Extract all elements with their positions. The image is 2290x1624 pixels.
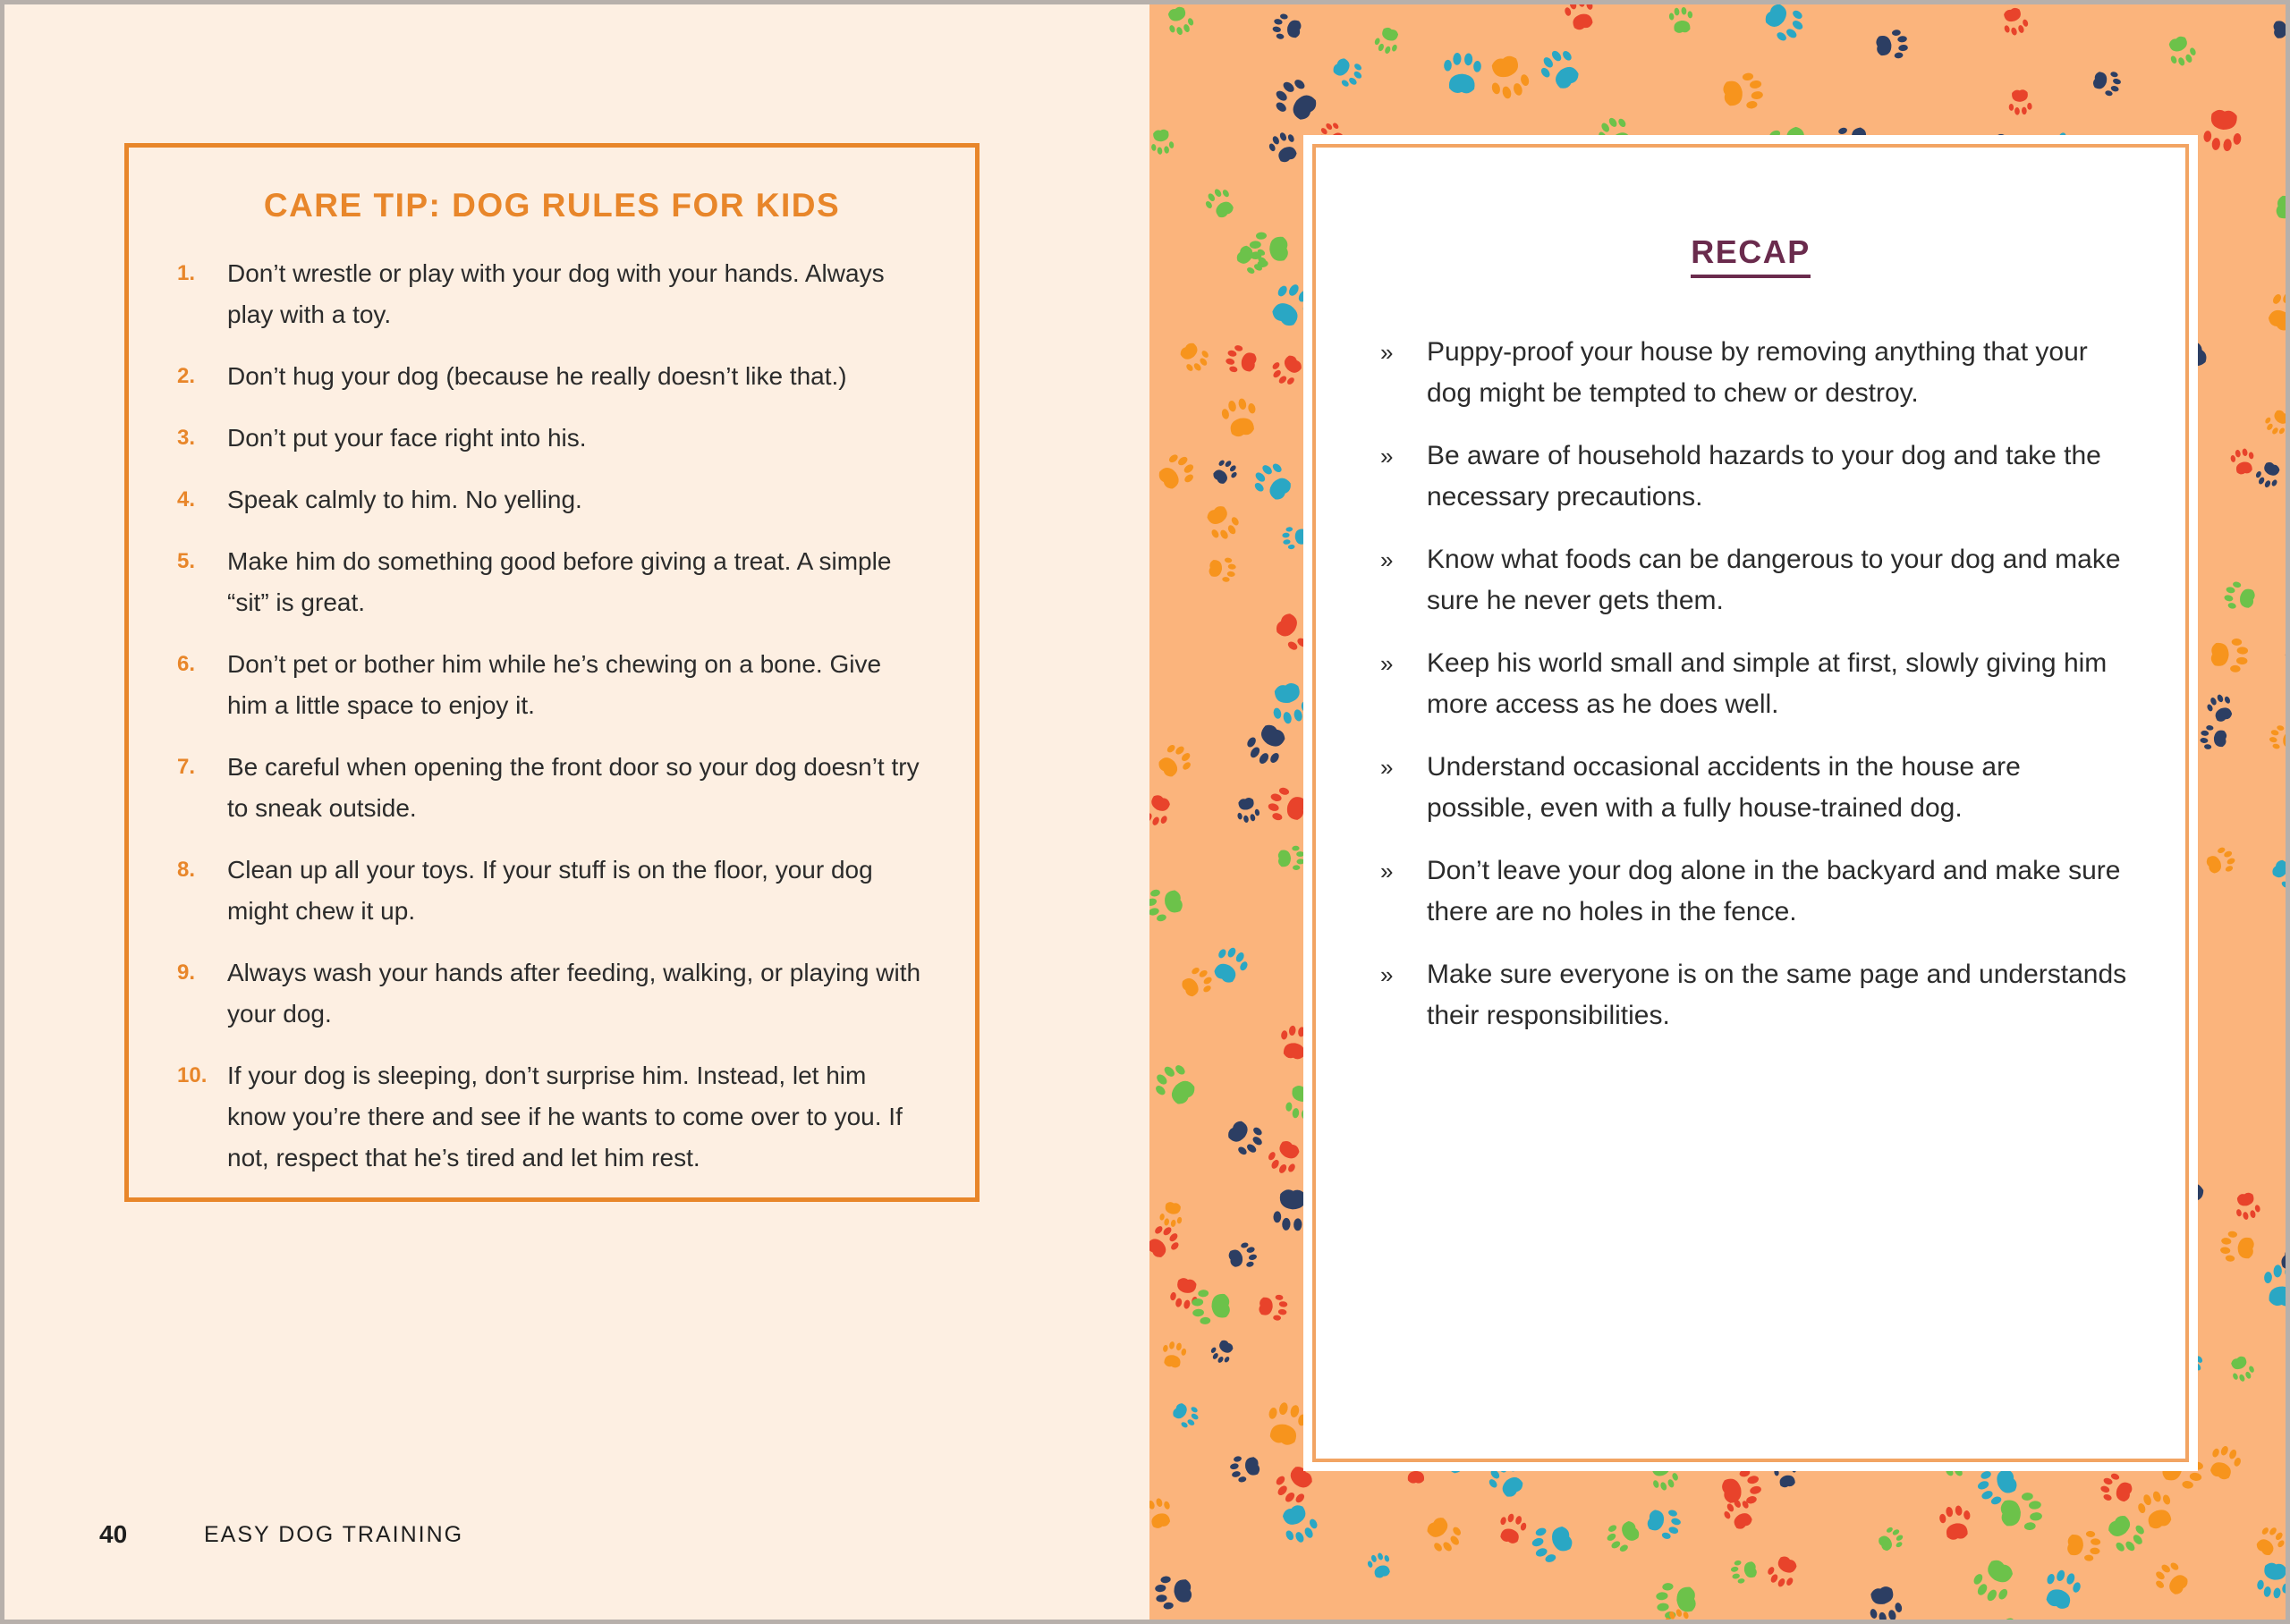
bullet-icon: » xyxy=(1380,858,1394,884)
paw-print-icon xyxy=(1149,1059,1201,1112)
list-item xyxy=(129,644,975,726)
paw-print-icon xyxy=(1365,1551,1394,1581)
paw-print-icon xyxy=(1223,1115,1268,1160)
list-item-text: Always wash your hands after feeding, walking, or playing with your dog. xyxy=(227,959,921,1028)
paw-print-icon xyxy=(1496,1511,1529,1546)
paw-print-icon xyxy=(1938,1504,1973,1542)
paw-print-icon xyxy=(1242,719,1292,770)
paw-print-icon xyxy=(1645,1504,1684,1542)
paw-print-icon xyxy=(2268,723,2290,752)
list-item xyxy=(129,356,975,397)
paw-print-icon xyxy=(1153,449,1200,495)
care-tip-box xyxy=(124,143,980,1202)
list-item xyxy=(1316,954,2185,1036)
list-item-text: Don’t pet or bother him while he’s chewing on a bone. Give him a little space to enjoy it. xyxy=(227,650,882,719)
paw-print-icon xyxy=(1999,5,2031,38)
paw-print-icon xyxy=(1169,1399,1202,1431)
list-item-text: Make sure everyone is on the same page and understands their responsibilities. xyxy=(1427,960,2127,1030)
paw-print-icon xyxy=(2091,67,2123,98)
paw-print-icon xyxy=(1485,53,1532,103)
paw-print-icon xyxy=(1602,1516,1643,1556)
paw-print-icon xyxy=(1328,53,1367,90)
list-item-text: Don’t put your face right into his. xyxy=(227,424,587,452)
paw-print-icon xyxy=(2102,1510,2150,1558)
care-tip-title: CARE TIP: DOG RULES FOR KIDS xyxy=(263,187,841,224)
paw-print-icon xyxy=(1149,128,1175,156)
paw-print-icon xyxy=(2066,1529,2101,1561)
paw-print-icon xyxy=(1149,884,1185,924)
paw-print-icon xyxy=(2229,447,2256,476)
list-item-text: If your dog is sleeping, don’t surprise him. Instead, let him know you’re there and see if he wants to come over to you. If not, respect that he’s tired and let him rest. xyxy=(227,1062,903,1171)
list-item-text: Don’t wrestle or play with your dog with your hands. Always play with a toy. xyxy=(227,259,885,328)
list-item-text: Clean up all your toys. If your stuff is on the floor, your dog might chew it up. xyxy=(227,856,873,925)
paw-print-icon xyxy=(1208,555,1236,583)
paw-print-icon xyxy=(2008,89,2032,115)
paw-print-icon xyxy=(2286,1447,2290,1482)
paw-print-icon xyxy=(1271,13,1303,43)
paw-print-icon xyxy=(1234,796,1261,824)
list-item xyxy=(1316,436,2185,518)
bullet-icon: » xyxy=(1380,339,1394,366)
right-page xyxy=(1149,4,2290,1624)
list-item xyxy=(129,479,975,520)
recap-frame xyxy=(1312,144,2189,1462)
list-item-number: 2. xyxy=(177,364,196,388)
list-item xyxy=(129,850,975,932)
bullet-icon: » xyxy=(1380,650,1394,677)
paw-print-icon xyxy=(2226,1353,2257,1384)
paw-print-icon xyxy=(1249,231,1288,268)
list-item xyxy=(129,541,975,623)
paw-print-icon xyxy=(1265,785,1308,826)
paw-print-icon xyxy=(2256,1561,2290,1600)
paw-print-icon xyxy=(2204,1442,2243,1484)
paw-print-icon xyxy=(2268,855,2290,892)
paw-print-icon xyxy=(1268,351,1307,390)
list-item-number: 8. xyxy=(177,858,196,882)
paw-print-icon xyxy=(2200,724,2228,751)
paw-print-icon xyxy=(2273,15,2290,43)
list-item-text: Understand occasional accidents in the house are possible, even with a fully house-trained dog. xyxy=(1427,752,2021,823)
paw-print-icon xyxy=(2261,406,2290,438)
paw-print-icon xyxy=(1999,1492,2043,1533)
paw-print-icon xyxy=(2040,1567,2083,1612)
list-item-number: 10. xyxy=(177,1063,208,1087)
paw-print-icon xyxy=(2098,1470,2135,1507)
paw-print-icon xyxy=(2219,1231,2255,1265)
paw-print-icon xyxy=(1201,501,1243,544)
paw-print-icon xyxy=(1764,1552,1802,1592)
paw-print-icon xyxy=(1208,943,1251,987)
paw-print-icon xyxy=(1268,73,1323,127)
paw-print-icon xyxy=(1224,343,1259,377)
paw-print-icon xyxy=(1563,4,1599,32)
paw-print-icon xyxy=(1249,458,1298,506)
paw-print-icon xyxy=(1228,1452,1262,1484)
paw-print-icon xyxy=(1968,1554,2020,1607)
paw-print-icon xyxy=(1266,129,1302,166)
list-item-number: 5. xyxy=(177,549,196,573)
paw-print-icon xyxy=(2262,1265,2290,1307)
paw-print-icon xyxy=(1263,1400,1310,1448)
paw-print-icon xyxy=(1984,1613,2035,1624)
paw-print-icon xyxy=(1177,963,1217,1002)
paw-print-icon xyxy=(1372,25,1403,56)
paw-print-icon xyxy=(1201,184,1238,222)
list-item xyxy=(129,253,975,335)
paw-print-icon xyxy=(1535,44,1585,95)
paw-print-icon xyxy=(1276,1501,1322,1547)
list-item-text: Don’t leave your dog alone in the backyard and make sure there are no holes in the fence. xyxy=(1427,856,2121,926)
paw-print-icon xyxy=(2203,844,2238,878)
paw-print-icon xyxy=(1264,1137,1305,1179)
list-item-text: Make him do something good before giving a treat. A simple “sit” is great. xyxy=(227,547,892,616)
list-item xyxy=(129,952,975,1035)
paw-print-icon xyxy=(2275,190,2290,227)
paw-print-icon xyxy=(2233,1191,2262,1222)
paw-print-icon xyxy=(1760,4,1810,47)
paw-print-icon xyxy=(1421,1511,1466,1557)
list-item-number: 4. xyxy=(177,487,196,512)
paw-print-icon xyxy=(1721,72,1764,113)
list-item-text: Be careful when opening the front door so your dog doesn’t try to sneak outside. xyxy=(227,753,920,822)
list-item-text: Puppy-proof your house by removing anything that your dog might be tempted to chew or destroy. xyxy=(1427,337,2088,408)
paw-print-icon xyxy=(2134,1488,2177,1533)
paw-print-icon xyxy=(1749,1615,1803,1624)
paw-print-icon xyxy=(1149,1495,1175,1531)
paw-print-icon xyxy=(1209,456,1241,488)
paw-print-icon xyxy=(1875,1524,1907,1555)
list-item-text: Know what foods can be dangerous to your dog and make sure he never gets them. xyxy=(1427,545,2121,615)
list-item-text: Don’t hug your dog (because he really doesn’t like that.) xyxy=(227,362,847,390)
paw-print-icon xyxy=(2150,1558,2193,1601)
paw-print-icon xyxy=(2277,1239,2290,1286)
paw-print-icon xyxy=(1154,1574,1193,1611)
paw-print-icon xyxy=(2202,108,2243,152)
list-item xyxy=(129,747,975,829)
recap-title: RECAP xyxy=(1691,233,1811,278)
list-item xyxy=(1316,539,2185,622)
paw-print-icon xyxy=(2210,638,2249,673)
bullet-icon: » xyxy=(1380,754,1394,781)
page-number: 40 xyxy=(99,1520,128,1548)
paw-print-icon xyxy=(1719,1467,1764,1510)
paw-print-icon xyxy=(1875,29,1909,61)
recap-panel xyxy=(1303,135,2198,1471)
paw-print-icon xyxy=(1219,396,1260,439)
list-item-number: 1. xyxy=(177,261,196,285)
paw-print-icon xyxy=(1149,791,1175,830)
paw-print-icon xyxy=(2204,691,2236,724)
paw-print-icon xyxy=(1528,1519,1576,1566)
paw-print-icon xyxy=(1258,1293,1288,1322)
list-item xyxy=(1316,332,2185,414)
list-item-number: 6. xyxy=(177,652,196,676)
list-item-text: Be aware of household hazards to your dog and take the necessary precautions. xyxy=(1427,441,2101,512)
left-page xyxy=(4,4,1149,1624)
paw-print-icon xyxy=(1191,1288,1230,1325)
paw-print-icon xyxy=(1226,1240,1260,1272)
paw-print-icon xyxy=(2261,287,2290,336)
paw-print-icon xyxy=(1668,6,1694,34)
bullet-icon: » xyxy=(1380,961,1394,988)
paw-print-icon xyxy=(2285,647,2290,670)
paw-print-icon xyxy=(1149,1221,1184,1263)
running-footer-title: EASY DOG TRAINING xyxy=(204,1522,464,1547)
list-item-number: 3. xyxy=(177,426,196,450)
paw-print-icon xyxy=(2252,1522,2289,1560)
bullet-icon: » xyxy=(1380,443,1394,469)
recap-list xyxy=(1316,332,2185,1058)
paw-print-icon xyxy=(1160,1340,1188,1369)
paw-print-icon xyxy=(1655,1581,1697,1620)
paw-print-icon xyxy=(1208,1337,1237,1366)
list-item-text: Speak calmly to him. No yelling. xyxy=(227,486,582,513)
list-item xyxy=(1316,747,2185,829)
list-item-number: 7. xyxy=(177,755,196,779)
list-item xyxy=(1316,850,2185,933)
paw-print-icon xyxy=(2222,579,2257,613)
paw-print-icon xyxy=(1443,53,1481,94)
list-item xyxy=(1316,643,2185,725)
bullet-icon: » xyxy=(1380,546,1394,573)
care-tip-list xyxy=(129,253,975,1199)
list-item xyxy=(129,1055,975,1179)
paw-print-icon xyxy=(1153,740,1196,782)
paw-print-icon xyxy=(2164,33,2199,69)
paw-print-icon xyxy=(1729,1557,1758,1585)
paw-print-icon xyxy=(1150,1619,1204,1624)
paw-print-icon xyxy=(1175,338,1213,376)
paw-print-icon xyxy=(1865,1584,1904,1624)
list-item-text: Keep his world small and simple at first, slowly giving him more access as he does well. xyxy=(1427,648,2108,719)
list-item xyxy=(129,418,975,459)
paw-print-icon xyxy=(2252,459,2284,491)
list-item-number: 9. xyxy=(177,960,196,985)
paw-print-icon xyxy=(1277,845,1304,870)
paw-print-icon xyxy=(1158,1200,1185,1228)
paw-print-icon xyxy=(1163,4,1196,38)
